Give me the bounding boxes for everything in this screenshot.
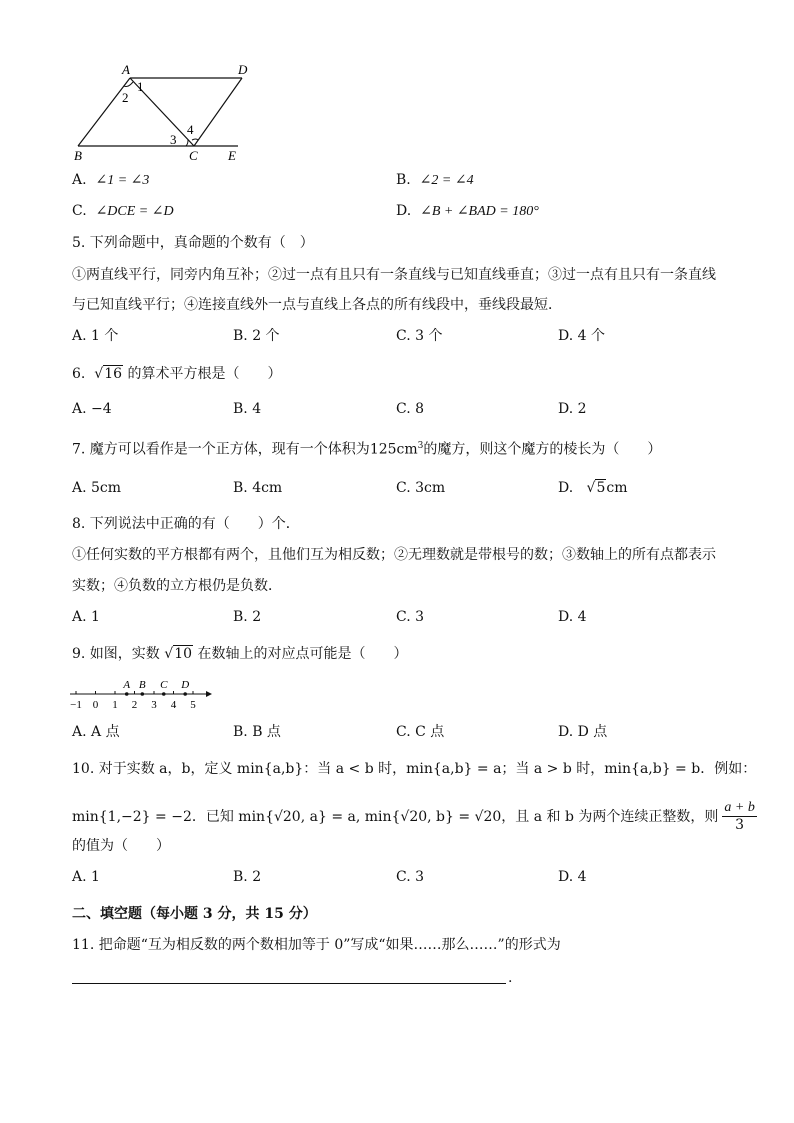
q6-option-a[interactable]: A. −4	[72, 401, 112, 417]
question-number: 6.	[72, 366, 86, 382]
label-angle-3: 3	[170, 132, 177, 147]
label-D: D	[238, 62, 248, 77]
q10-line2	[72, 800, 757, 833]
point-label-B: B	[138, 679, 146, 691]
q6-option-d[interactable]: D. 2	[558, 401, 587, 417]
option-key: B.	[396, 172, 411, 188]
section-title: 二、填空题（每小题 3 分，共 15 分）	[72, 906, 317, 922]
fraction	[722, 800, 756, 833]
sqrt-symbol-icon: √	[164, 646, 174, 662]
q7-option-c[interactable]: C. 3cm	[396, 480, 446, 496]
option-key: D.	[558, 480, 574, 496]
label-angle-2: 2	[122, 90, 129, 105]
axis-tick-label: −1	[70, 699, 82, 710]
label-angle-4: 4	[187, 122, 194, 137]
q5-stem: 5. 下列命题中，真命题的个数有（ ）	[72, 235, 314, 251]
q8-option-d[interactable]: D. 4	[558, 609, 587, 625]
question-text: 的算术平方根是（ ）	[127, 366, 282, 382]
question-text: 9. 如图，实数	[72, 646, 160, 662]
q11-end-period: .	[508, 970, 513, 986]
question-text: 7. 魔方可以看作是一个正方体，现有一个体积为	[72, 441, 370, 458]
q8-line1: ①任何实数的平方根都有两个，且他们互为相反数；②无理数就是带根号的数；③数轴上的所有点都表示	[72, 547, 716, 563]
number-line-figure	[66, 676, 216, 710]
q7-option-d[interactable]	[558, 478, 628, 498]
q8-option-a[interactable]: A. 1	[72, 609, 100, 625]
q5-option-d[interactable]: D. 4 个	[558, 328, 605, 344]
point-B	[141, 692, 145, 696]
q5-line2: 与已知直线平行；④连接直线外一点与直线上各点的所有线段中，垂线段最短．	[72, 297, 562, 313]
arrow-head-icon	[206, 691, 212, 697]
q8-line2: 实数；④负数的立方根仍是负数．	[72, 578, 282, 594]
q5-option-b[interactable]: B. 2 个	[233, 328, 280, 344]
q5-option-a[interactable]: A. 1 个	[72, 328, 119, 344]
q4-option-b[interactable]	[396, 170, 474, 191]
option-text: ∠B + ∠BAD = 180°	[420, 204, 539, 219]
q7-option-b[interactable]: B. 4cm	[233, 480, 283, 496]
q8-stem: 8. 下列说法中正确的有（ ）个．	[72, 516, 300, 532]
option-key: A.	[72, 172, 87, 188]
option-text: ∠DCE = ∠D	[95, 204, 174, 219]
question-text-end: 的魔方，则这个魔方的棱长为（ ）	[423, 441, 662, 458]
label-angle-1: 1	[137, 79, 144, 94]
q5-option-c[interactable]: C. 3 个	[396, 328, 443, 344]
q9-stem	[72, 644, 407, 664]
fraction-numerator: a + b	[724, 800, 755, 815]
option-key: C.	[72, 203, 87, 219]
q9-option-a[interactable]: A. A 点	[72, 724, 120, 740]
radicand: 5	[596, 480, 606, 496]
axis-tick-label: 2	[131, 699, 138, 710]
unit: cm	[606, 480, 628, 496]
axis-tick-label: 5	[190, 699, 196, 710]
q10-line1: 10. 对于实数 a，b，定义 min{a,b}：当 a < b 时，min{a,b} = a；当 a > b 时，min{a,b} = b．例如：	[72, 761, 757, 777]
q7-stem	[72, 436, 661, 460]
label-E: E	[228, 148, 236, 163]
q10-option-d[interactable]: D. 4	[558, 869, 587, 885]
q5-line1: ①两直线平行，同旁内角互补；②过一点有且只有一条直线与已知直线垂直；③过一点有且只有一条直线	[72, 267, 716, 283]
q4-option-d[interactable]	[396, 201, 539, 222]
label-A: A	[122, 62, 130, 77]
parallelogram-figure	[70, 60, 260, 170]
q10-line3: 的值为（ ）	[72, 838, 170, 854]
option-text: ∠1 = ∠3	[95, 173, 150, 188]
q10-option-b[interactable]: B. 2	[233, 869, 262, 885]
q6-option-c[interactable]: C. 8	[396, 401, 425, 417]
q10-option-a[interactable]: A. 1	[72, 869, 100, 885]
q6-stem	[72, 364, 281, 384]
label-C: C	[189, 148, 198, 163]
q9-option-b[interactable]: B. B 点	[233, 724, 281, 740]
point-label-A: A	[123, 679, 131, 691]
question-text: min{1,−2} = −2．已知 min{√20, a} = a, min{√20, b} = √20，且 a 和 b 为两个连续正整数，则	[72, 808, 719, 825]
exponent: 3	[417, 441, 424, 451]
q8-option-b[interactable]: B. 2	[233, 609, 262, 625]
q9-option-d[interactable]: D. D 点	[558, 724, 608, 740]
q7-option-a[interactable]: A. 5cm	[72, 480, 122, 496]
option-text: ∠2 = ∠4	[419, 173, 474, 188]
point-label-D: D	[181, 679, 190, 691]
point-C	[162, 692, 166, 696]
q4-option-c[interactable]	[72, 201, 174, 222]
sqrt-symbol-icon: √	[586, 480, 596, 496]
axis-tick-label: 1	[112, 699, 118, 710]
q9-option-c[interactable]: C. C 点	[396, 724, 445, 740]
q10-option-c[interactable]: C. 3	[396, 869, 425, 885]
question-text-end: 在数轴上的对应点可能是（ ）	[197, 646, 408, 662]
axis-tick-label: 0	[92, 699, 99, 710]
label-B: B	[74, 148, 82, 163]
q11-stem: 11. 把命题“互为相反数的两个数相加等于 0”写成“如果……那么……”的形式为	[72, 937, 561, 953]
axis-tick-label: 4	[170, 699, 177, 710]
option-key: D.	[396, 203, 412, 219]
volume-value: 125cm	[369, 441, 418, 458]
sqrt-symbol-icon: √	[94, 366, 104, 382]
radicand: 10	[174, 646, 193, 662]
point-label-C: C	[160, 679, 168, 691]
point-A	[125, 692, 129, 696]
point-D	[183, 692, 187, 696]
radicand: 16	[104, 366, 123, 382]
axis-tick-label: 3	[151, 699, 157, 710]
q4-option-a[interactable]	[72, 170, 149, 191]
answer-blank-line[interactable]	[72, 983, 506, 984]
fraction-denominator: 3	[735, 817, 745, 833]
q8-option-c[interactable]: C. 3	[396, 609, 425, 625]
q6-option-b[interactable]: B. 4	[233, 401, 262, 417]
